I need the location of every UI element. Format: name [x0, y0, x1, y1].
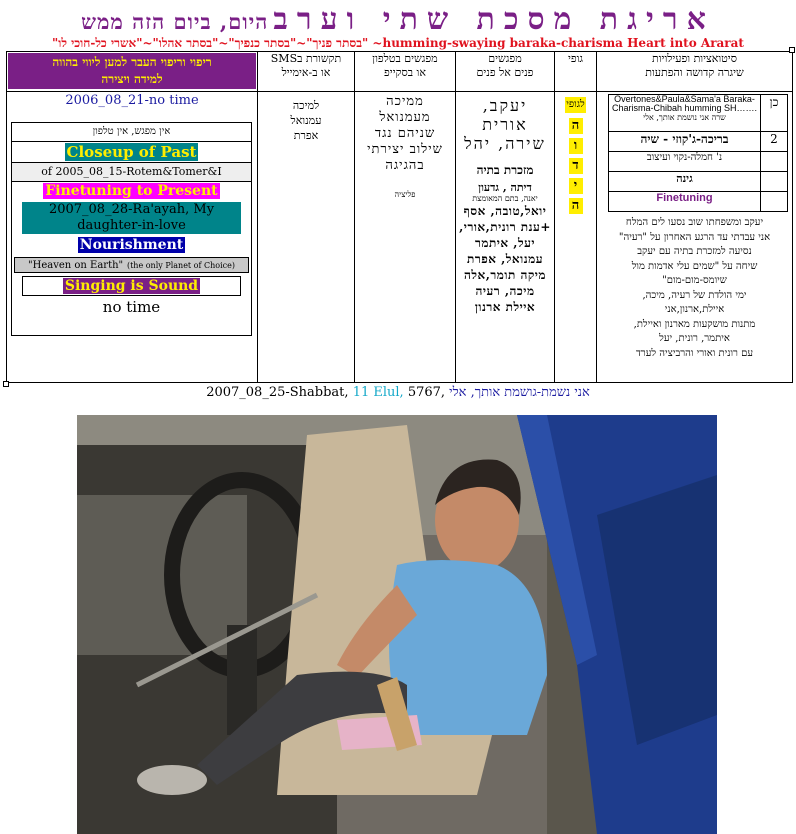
text-line: אני עבדתי עד הרגע האחרון על "רעיה": [618, 231, 771, 243]
row-label: 2: [761, 132, 788, 152]
singing-label: Singing is Sound: [64, 278, 199, 294]
closeup-sub: of 2005_08_15-Rotem&Tomer&I: [12, 162, 251, 182]
row-text: בריכה-ג'קוזי - שיה: [609, 132, 761, 152]
text-line: עם רונית ואורי והרביציה לערד: [635, 347, 754, 359]
header-line: פנים אל פנים: [476, 66, 534, 79]
photo-illustration: [77, 415, 717, 834]
header-line: ריפוי וריפוי העבר למען ליווי בהווה: [52, 55, 212, 69]
phone-small: פליציה: [394, 190, 416, 199]
text-line: איתמר, רונית, יעל: [659, 333, 730, 344]
man-shirt: [389, 560, 547, 735]
text-line: נסיעה למזכרת בתיה עם יעקב: [637, 246, 752, 257]
body-letter: ד: [569, 158, 583, 174]
row-eng-text: Overtones&Paula&Sama'a Baraka-Charisma-Chibah humming SH…….: [611, 94, 758, 113]
cell-healing: [7, 92, 258, 383]
cell-body: [555, 92, 597, 383]
table-row: [609, 172, 788, 192]
present-date: 2007_08_28-Ra'ayah, My daughter-in-love: [22, 202, 241, 234]
header-line: שיגרה קדושה והפתעות: [645, 66, 744, 79]
row-text: גינה: [609, 172, 761, 192]
heaven-note: (the only Planet of Choice): [126, 261, 235, 270]
header-situations: [597, 52, 793, 92]
title-sub: היום, ביום הזה ממש: [81, 9, 269, 34]
body-label: לגופי: [565, 97, 585, 113]
nourishment-label: Nourishment: [79, 237, 184, 253]
body-letter: ה: [569, 198, 583, 214]
text-line: שיחה על "שמים עלי אדמות מול שיומס-מום-מום": [631, 260, 758, 286]
subtitle: "בסתר פניך"~"בסתר כנפיך"~"בסתר אהלו"~"אשרי כל-חוכי לו" ~humming-swaying baraka-charisma Heart into Ararat: [52, 36, 744, 50]
footer-year: 5767,: [407, 385, 446, 400]
face-names-bottom: יואל,טובה, אסף +ענת רונית,אורי, יעל, איתמר עמנואל, אפרת מיקה תומר,אלה מיכה, רעיה איילת ארנון: [459, 204, 551, 314]
header-line: למידה ויצירה: [101, 72, 163, 86]
heaven-label: "Heaven on Earth": [28, 260, 124, 271]
row-text: [609, 95, 761, 132]
header-line: סיטואציות ופעילויות: [652, 52, 737, 65]
face-names-top: יעקב, אורית שירה, יהל: [464, 96, 546, 153]
no-time-label: no time: [102, 298, 161, 316]
situations-long-text: [597, 216, 792, 361]
header-phone: [355, 52, 456, 92]
header-healing: [7, 52, 258, 92]
header-line: או ב-אימייל: [281, 66, 331, 79]
footer-signature: אני נשמת-גושמת אותך, אלי: [449, 385, 590, 400]
finetuning-label: Finetuning to Present: [45, 183, 218, 199]
row-text: Finetuning: [609, 192, 761, 212]
table-row: [609, 95, 788, 132]
text-line: איילת,ארנון,אני: [664, 304, 725, 315]
row-label: כן: [761, 95, 788, 132]
body-letter: י: [569, 178, 583, 194]
row-label: [761, 152, 788, 172]
title-main: אריגת מסכת שתי וערב: [273, 2, 715, 37]
content-row: [7, 92, 793, 383]
body-letter: ה: [569, 118, 583, 134]
page-title: [0, 2, 796, 37]
shoe: [137, 765, 207, 795]
dashboard: [77, 495, 247, 655]
healing-date: 2006_08_21-no time: [65, 93, 199, 108]
cell-situations: [597, 92, 793, 383]
sms-text: למיכה עמנואל אפרת: [290, 99, 322, 142]
face-note: יאנה, בתם המאומצת: [472, 194, 538, 203]
header-healing-box: [8, 53, 256, 89]
table-row: [609, 192, 788, 212]
cell-sms: [258, 92, 355, 383]
body-letter: ו: [569, 138, 583, 154]
footer-date: 2007_08_25-Shabbat,: [206, 385, 349, 400]
row-label: [761, 172, 788, 192]
weaving-table: [6, 51, 793, 383]
resize-handle-icon: [789, 47, 795, 53]
header-sms: [258, 52, 355, 92]
header-row: [7, 52, 793, 92]
cell-face: [456, 92, 555, 383]
photo-man-in-car: [77, 415, 717, 834]
footer-line: [0, 384, 796, 400]
situations-subtable: [608, 94, 788, 212]
row-note: שרה אני נושמת אותך, אלי: [643, 113, 726, 122]
healing-box: [11, 122, 252, 336]
text-line: מתנות מושקעות מארנון ואיילת,: [633, 318, 756, 330]
header-body: [555, 52, 597, 92]
row-text: נ' חמלה-נקוי ועיצוב: [609, 152, 761, 172]
cell-phone: [355, 92, 456, 383]
header-line: מפגשים: [488, 52, 522, 65]
closeup-label: Closeup of Past: [66, 143, 197, 161]
header-line: מפגשים בטלפון: [372, 52, 438, 65]
table-row: [609, 132, 788, 152]
text-line: ימי הולדת של רעיה, מיכה,: [642, 289, 747, 301]
footer-hebrew-date: 11 Elul,: [352, 385, 404, 400]
header-line: תקשורת בSMS: [270, 52, 342, 65]
header-face: [456, 52, 555, 92]
box-header: אין מפגש, אין טלפון: [12, 123, 251, 142]
header-line: גופי: [567, 52, 584, 65]
table-row: [609, 152, 788, 172]
header-line: או בסקייפ: [384, 66, 426, 79]
text-line: יעקב ומשפחתו שוב נסעו לים המלח: [625, 217, 764, 228]
face-names-mid: דיתה , גדעון: [478, 181, 532, 194]
phone-text: ממיכה מעמנואל שניהם נגד שילוב יצירתי בהגיגה: [367, 94, 443, 173]
face-place: מזכרת בתיה: [476, 163, 534, 177]
row-label: [761, 192, 788, 212]
